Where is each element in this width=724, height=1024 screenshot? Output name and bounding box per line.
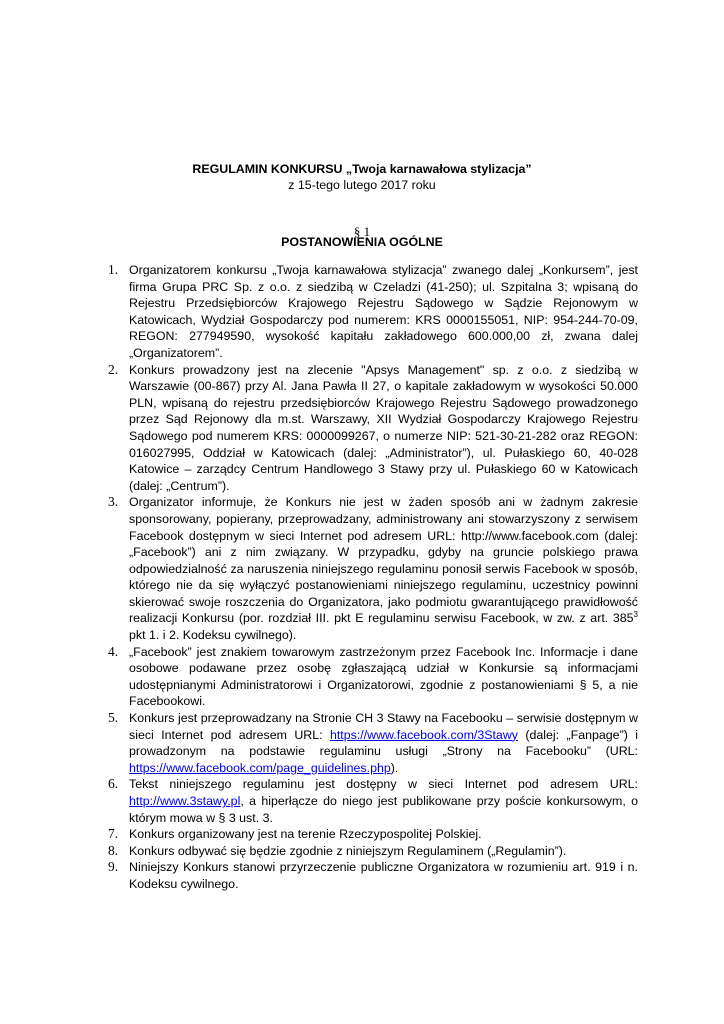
item-text: (dalej: „Fanpage”) i prowadzonym na podstawie regulaminu usługi „Strony na Facebooku” (URL: bbox=[129, 727, 638, 759]
item-number: 1. bbox=[108, 262, 119, 277]
item-number: 6. bbox=[108, 776, 119, 792]
item-text: Tekst niniejszego regulaminu jest dostępny w sieci Internet pod adresem URL: bbox=[129, 777, 638, 792]
item-text: Niniejszy Konkurs stanowi przyrzeczenie publiczne Organizatora w rozumieniu art. 919 i n. Kodeksu cywilnego. bbox=[129, 860, 638, 891]
item-text: Konkurs organizowany jest na terenie Rzeczypospolitej Polskiej. bbox=[129, 827, 482, 842]
item-text: Konkurs odbywać się będzie zgodnie z niniejszym Regulaminem („Regulamin”). bbox=[129, 843, 567, 858]
item-text: Organizator informuje, że Konkurs nie jest w żaden sposób ani w żadnym zakresie sponsorowany, popierany, przeprowadzany, administrowany ani stowarzyszony z serwisem Facebook dostępnym w sieci Internet pod adresem URL: http://www.facebook.com (dalej: „Facebook”) ani z nim związany. W przypadku, gdyby na gruncie polskiego prawa odpowiedzialność za naruszenia niniejszego regulaminu ponosił serwis Facebook w sposób, którego nie da się wyłączyć postanowieniami niniejszego regulaminu, uczestnicy powinni skierować swoje roszczenia do Organizatora, jako podmiotu gwarantującego prawidłowość realizacji Konkursu (por. rozdział III. pkt E regulaminu serwisu Facebook, w zw. z art. 385 bbox=[129, 495, 638, 626]
document-title: REGULAMIN KONKURSU „Twoja karnawałowa stylizacja” bbox=[192, 162, 532, 176]
section-symbol: § 1 bbox=[353, 224, 371, 239]
document-date: z 15-tego lutego 2017 roku bbox=[288, 178, 436, 192]
item-number: 4. bbox=[108, 643, 119, 659]
fanpage-link[interactable]: https://www.facebook.com/3Stawy bbox=[329, 727, 518, 742]
list-item bbox=[104, 776, 638, 826]
item-number: 7. bbox=[108, 826, 119, 842]
item-text: Konkurs jest przeprowadzany na Stronie CH 3 Stawy na Facebooku – serwisie dostępnym w sieci Internet pod adresem URL: bbox=[129, 711, 638, 742]
item-number: 5. bbox=[108, 710, 119, 726]
page-guidelines-link[interactable]: https://www.facebook.com/page_guidelines.php bbox=[129, 760, 391, 775]
rules-list bbox=[104, 262, 638, 893]
list-item bbox=[104, 826, 638, 843]
superscript: 3 bbox=[633, 610, 638, 620]
list-item bbox=[104, 843, 638, 860]
list-item bbox=[104, 262, 638, 362]
item-number: 2. bbox=[108, 361, 119, 377]
website-link[interactable]: http://www.3stawy.pl bbox=[129, 794, 241, 808]
item-number: 9. bbox=[108, 859, 119, 875]
list-item bbox=[104, 710, 638, 776]
item-text: pkt 1. i 2. Kodeksu cywilnego). bbox=[129, 628, 297, 643]
item-text: „Facebook” jest znakiem towarowym zastrzeżonym przez Facebook Inc. Informacje i dane osobowe podawane przez osobę zgłaszającą udział w Konkursie są informacjami udostępnianymi Administratorowi i Organizatorowi, zgodnie z postanowieniami § 5, a nie Facebookowi. bbox=[129, 644, 638, 709]
item-number: 3. bbox=[108, 494, 119, 510]
list-item bbox=[104, 644, 638, 710]
section-title: POSTANOWIENIA OGÓLNE bbox=[281, 235, 443, 249]
item-text: Konkurs prowadzony jest na zlecenie "Apsys Management" sp. z o.o. z siedzibą w Warszawie (00-867) przy Al. Jana Pawła II 27, o kapitale zakładowym w wysokości 50.000 PLN, wpisaną do rejestru przedsiębiorców Krajowego Rejestru Sądowego prowadzonego przez Sąd Rejonowy dla m.st. Warszawy, XII Wydział Gospodarczy Krajowego Rejestru Sądowego pod numerem KRS: 0000099267, o numerze NIP: 521-30-21-282 oraz REGON: 016027995, Oddział w Katowicach (dalej: „Administrator”), ul. Pułaskiego 60, 40-028 Katowice – zarządcy Centrum Handlowego 3 Stawy przy ul. Pułaskiego 60 w Katowicach (dalej: „Centrum”). bbox=[129, 362, 638, 493]
list-item bbox=[104, 859, 638, 892]
item-text: ). bbox=[390, 760, 399, 775]
item-text: , a hiperłącze do niego jest publikowane przy poście konkursowym, o którym mowa w § 3 ust. 3. bbox=[129, 794, 638, 825]
list-item bbox=[104, 362, 638, 495]
item-number: 8. bbox=[108, 842, 119, 858]
item-text: Organizatorem konkursu „Twoja karnawałowa stylizacja” zwanego dalej „Konkursem”, jest firma Grupa PRC Sp. z o.o. z siedzibą w Czeladzi (41-250); ul. Szpitalna 3; wpisaną do Rejestru Przedsiębiorców Krajowego Rejestru Sądowego w Sądzie Rejonowym w Katowicach, Wydział Gospodarczy pod numerem: KRS 0000155051, NIP: 954-244-70-09, REGON: 277949590, wysokość kapitału zakładowego 600.000,00 zł, zwana dalej „Organizatorem”. bbox=[129, 263, 638, 360]
list-item bbox=[104, 494, 638, 643]
